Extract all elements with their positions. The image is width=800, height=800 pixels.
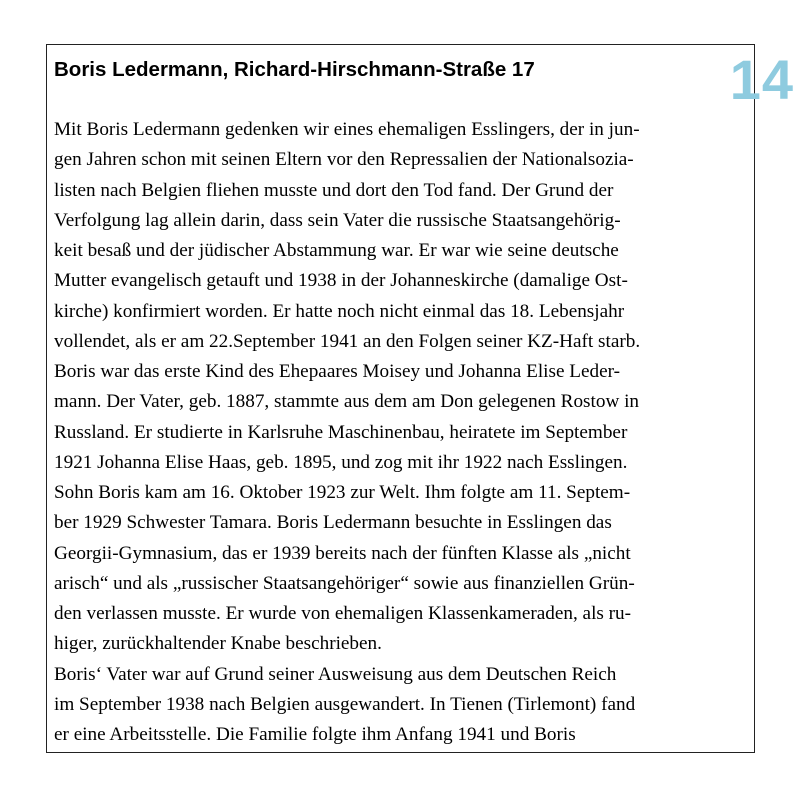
text-line: den verlassen musste. Er wurde von ehemaligen Klassenkameraden, als ru- bbox=[54, 603, 632, 624]
text-line: im September 1938 nach Belgien ausgewandert. In Tienen (Tirlemont) fand bbox=[54, 693, 636, 715]
text-line: Mit Boris Ledermann gedenken wir eines ehemaligen Esslingers, der in jun- bbox=[54, 119, 640, 140]
text-line: Boris‘ Vater war auf Grund seiner Ausweisung aus dem Deutschen Reich bbox=[54, 663, 617, 685]
text-line: higer, zurückhaltender Knabe beschrieben. bbox=[54, 633, 382, 655]
text-line: Mutter evangelisch getauft und 1938 in der Johanneskirche (damalige Ost- bbox=[54, 270, 628, 292]
page-title: Boris Ledermann, Richard-Hirschmann-Straße 17 bbox=[54, 58, 535, 81]
text-line: Georgii-Gymnasium, das er 1939 bereits nach der fünften Klasse als „nicht bbox=[54, 542, 631, 564]
text-line: keit besaß und der jüdischer Abstammung war. Er war wie seine deutsche bbox=[54, 240, 619, 261]
text-line: er eine Arbeitsstelle. Die Familie folgte ihm Anfang 1941 und Boris bbox=[54, 724, 576, 745]
text-line: vollendet, als er am 22.September 1941 an den Folgen seiner KZ-Haft starb. bbox=[54, 330, 641, 352]
text-line: kirche) konfirmiert worden. Er hatte noch nicht einmal das 18. Lebensjahr bbox=[54, 300, 625, 322]
text-line: 1921 Johanna Elise Haas, geb. 1895, und zog mit ihr 1922 nach Esslingen. bbox=[54, 451, 628, 473]
text-line: Boris war das erste Kind des Ehepaares Moisey und Johanna Elise Leder- bbox=[54, 361, 621, 382]
text-line: ber 1929 Schwester Tamara. Boris Ledermann besuchte in Esslingen das bbox=[54, 512, 612, 534]
text-line: Russland. Er studierte in Karlsruhe Maschinenbau, heiratete im September bbox=[54, 421, 628, 443]
page-number: 14 bbox=[729, 48, 794, 111]
text-line: Sohn Boris kam am 16. Oktober 1923 zur Welt. Ihm folgte am 11. Septem- bbox=[54, 482, 631, 503]
text-line: Verfolgung lag allein darin, dass sein Vater die russische Staatsangehörig- bbox=[54, 209, 621, 231]
text-line: mann. Der Vater, geb. 1887, stammte aus dem am Don gelegenen Rostow in bbox=[54, 391, 640, 413]
text-line: arisch“ und als „russischer Staatsangehöriger“ sowie aus finanziellen Grün- bbox=[54, 572, 635, 594]
text-line: listen nach Belgien fliehen musste und dort den Tod fand. Der Grund der bbox=[54, 179, 614, 201]
body-paragraph bbox=[54, 115, 754, 750]
text-line: gen Jahren schon mit seinen Eltern vor den Repressalien der Nationalsozia- bbox=[54, 149, 634, 171]
